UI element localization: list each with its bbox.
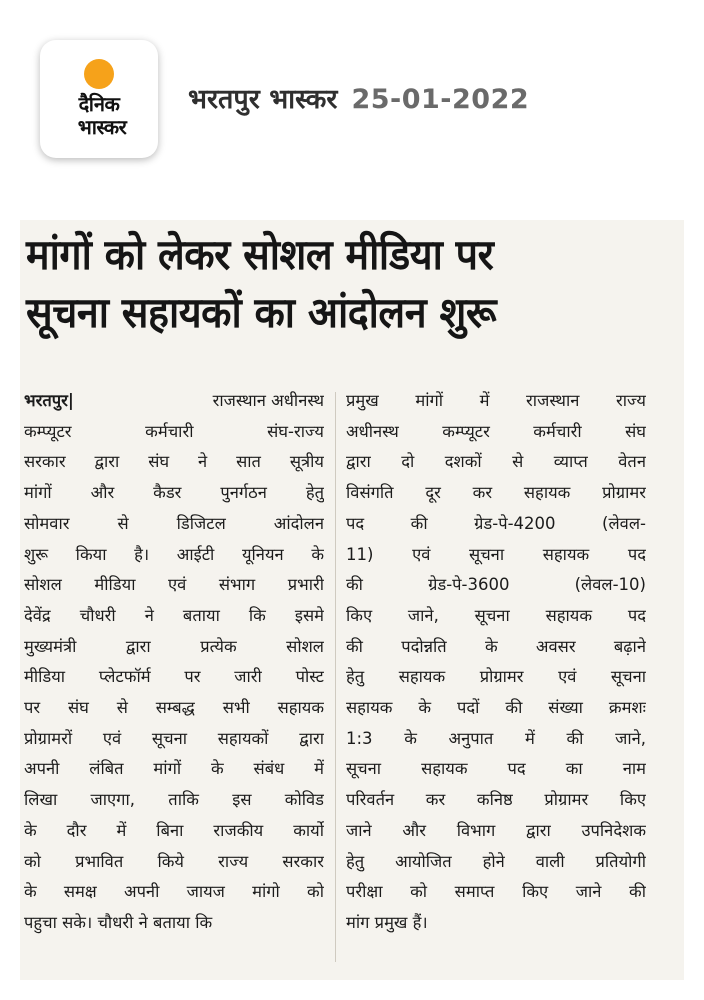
article-text-line: 11) एवं सूचना सहायक पद <box>346 544 646 564</box>
article-text-line: को प्रभावित किये राज्य सरकार <box>24 851 324 871</box>
article-text-line: के समक्ष अपनी जायज मांगो को <box>24 882 324 902</box>
edition-header <box>188 79 529 116</box>
article-text-fragment: राजस्थान अधीनस्थ <box>212 391 324 410</box>
article-text-line: विसंगति दूर कर सहायक प्रोग्रामर <box>346 483 646 503</box>
article-text-line: 1:3 के अनुपात में की जाने, <box>346 728 646 748</box>
article-text-line: कम्प्यूटर कर्मचारी संघ-राज्य <box>24 421 324 441</box>
article-text-line: परीक्षा को समाप्त किए जाने की <box>346 882 646 902</box>
article-headline <box>26 226 628 342</box>
dateline: भरतपुर| <box>24 391 74 410</box>
edition-date: 25-01-2022 <box>351 84 530 115</box>
article-text-line: मीडिया प्लेटफॉर्म पर जारी पोस्ट <box>24 667 324 687</box>
logo-line-1: दैनिक <box>78 92 120 116</box>
article-text-line: किए जाने, सूचना सहायक पद <box>346 605 646 625</box>
article-text-line: सोशल मीडिया एवं संभाग प्रभारी <box>24 575 324 595</box>
headline-line: सूचना सहायकों का आंदोलन शुरू <box>26 288 497 337</box>
newspaper-logo <box>40 40 158 158</box>
article-column-left <box>24 386 324 939</box>
article-column-right <box>346 386 646 939</box>
article-text-line: हेतु सहायक प्रोग्रामर एवं सूचना <box>346 667 646 687</box>
article-text-line: की ग्रेड-पे-3600 (लेवल-10) <box>346 575 646 595</box>
article-text-line: मांग प्रमुख हैं। <box>346 912 428 932</box>
article-text-line: प्रोग्रामरों एवं सूचना सहायकों द्वारा <box>24 728 324 748</box>
article-text-line: शुरू किया है। आईटी यूनियन के <box>24 544 324 564</box>
article-text-line: प्रमुख मांगों में राजस्थान राज्य <box>346 391 646 410</box>
article-text-line: पहुचा सके। चौधरी ने बताया कि <box>24 912 213 932</box>
article-text-line: मांगों और कैडर पुनर्गठन हेतु <box>24 483 324 503</box>
article-text-line: द्वारा दो दशकों से व्याप्त वेतन <box>346 452 646 472</box>
article-text-line: अपनी लंबित मांगों के संबंध में <box>24 759 324 779</box>
article-text-line: देवेंद्र चौधरी ने बताया कि इसमे <box>24 605 324 625</box>
article-text-line: सरकार द्वारा संघ ने सात सूत्रीय <box>24 452 324 472</box>
column-divider <box>335 392 336 962</box>
headline-line: मांगों को लेकर सोशल मीडिया पर <box>26 230 494 279</box>
article-text-line: सहायक के पदों की संख्या क्रमशः <box>346 698 646 718</box>
article-text-line: मुख्यमंत्री द्वारा प्रत्येक सोशल <box>24 636 324 656</box>
article-text-line: जाने और विभाग द्वारा उपनिदेशक <box>346 820 646 840</box>
article-text-line: लिखा जाएगा, ताकि इस कोविड <box>24 790 324 810</box>
article-text-line <box>24 386 324 417</box>
article-text-line: की पदोन्नति के अवसर बढ़ाने <box>346 636 646 656</box>
sun-icon <box>84 59 114 89</box>
article-text-line: अधीनस्थ कम्प्यूटर कर्मचारी संघ <box>346 421 646 441</box>
article-text-line: सोमवार से डिजिटल आंदोलन <box>24 513 324 533</box>
article-text-line: सूचना सहायक पद का नाम <box>346 759 646 779</box>
article-text-line: पर संघ से सम्बद्ध सभी सहायक <box>24 698 324 718</box>
article-text-line: परिवर्तन कर कनिष्ठ प्रोग्रामर किए <box>346 790 646 810</box>
edition-city: भरतपुर भास्कर <box>188 84 338 115</box>
logo-line-2: भास्कर <box>77 115 127 139</box>
article-text-line: के दौर में बिना राजकीय कार्यो <box>24 820 324 840</box>
article-text-line: हेतु आयोजित होने वाली प्रतियोगी <box>346 851 646 871</box>
article-text-line: पद की ग्रेड-पे-4200 (लेवल- <box>346 513 646 533</box>
